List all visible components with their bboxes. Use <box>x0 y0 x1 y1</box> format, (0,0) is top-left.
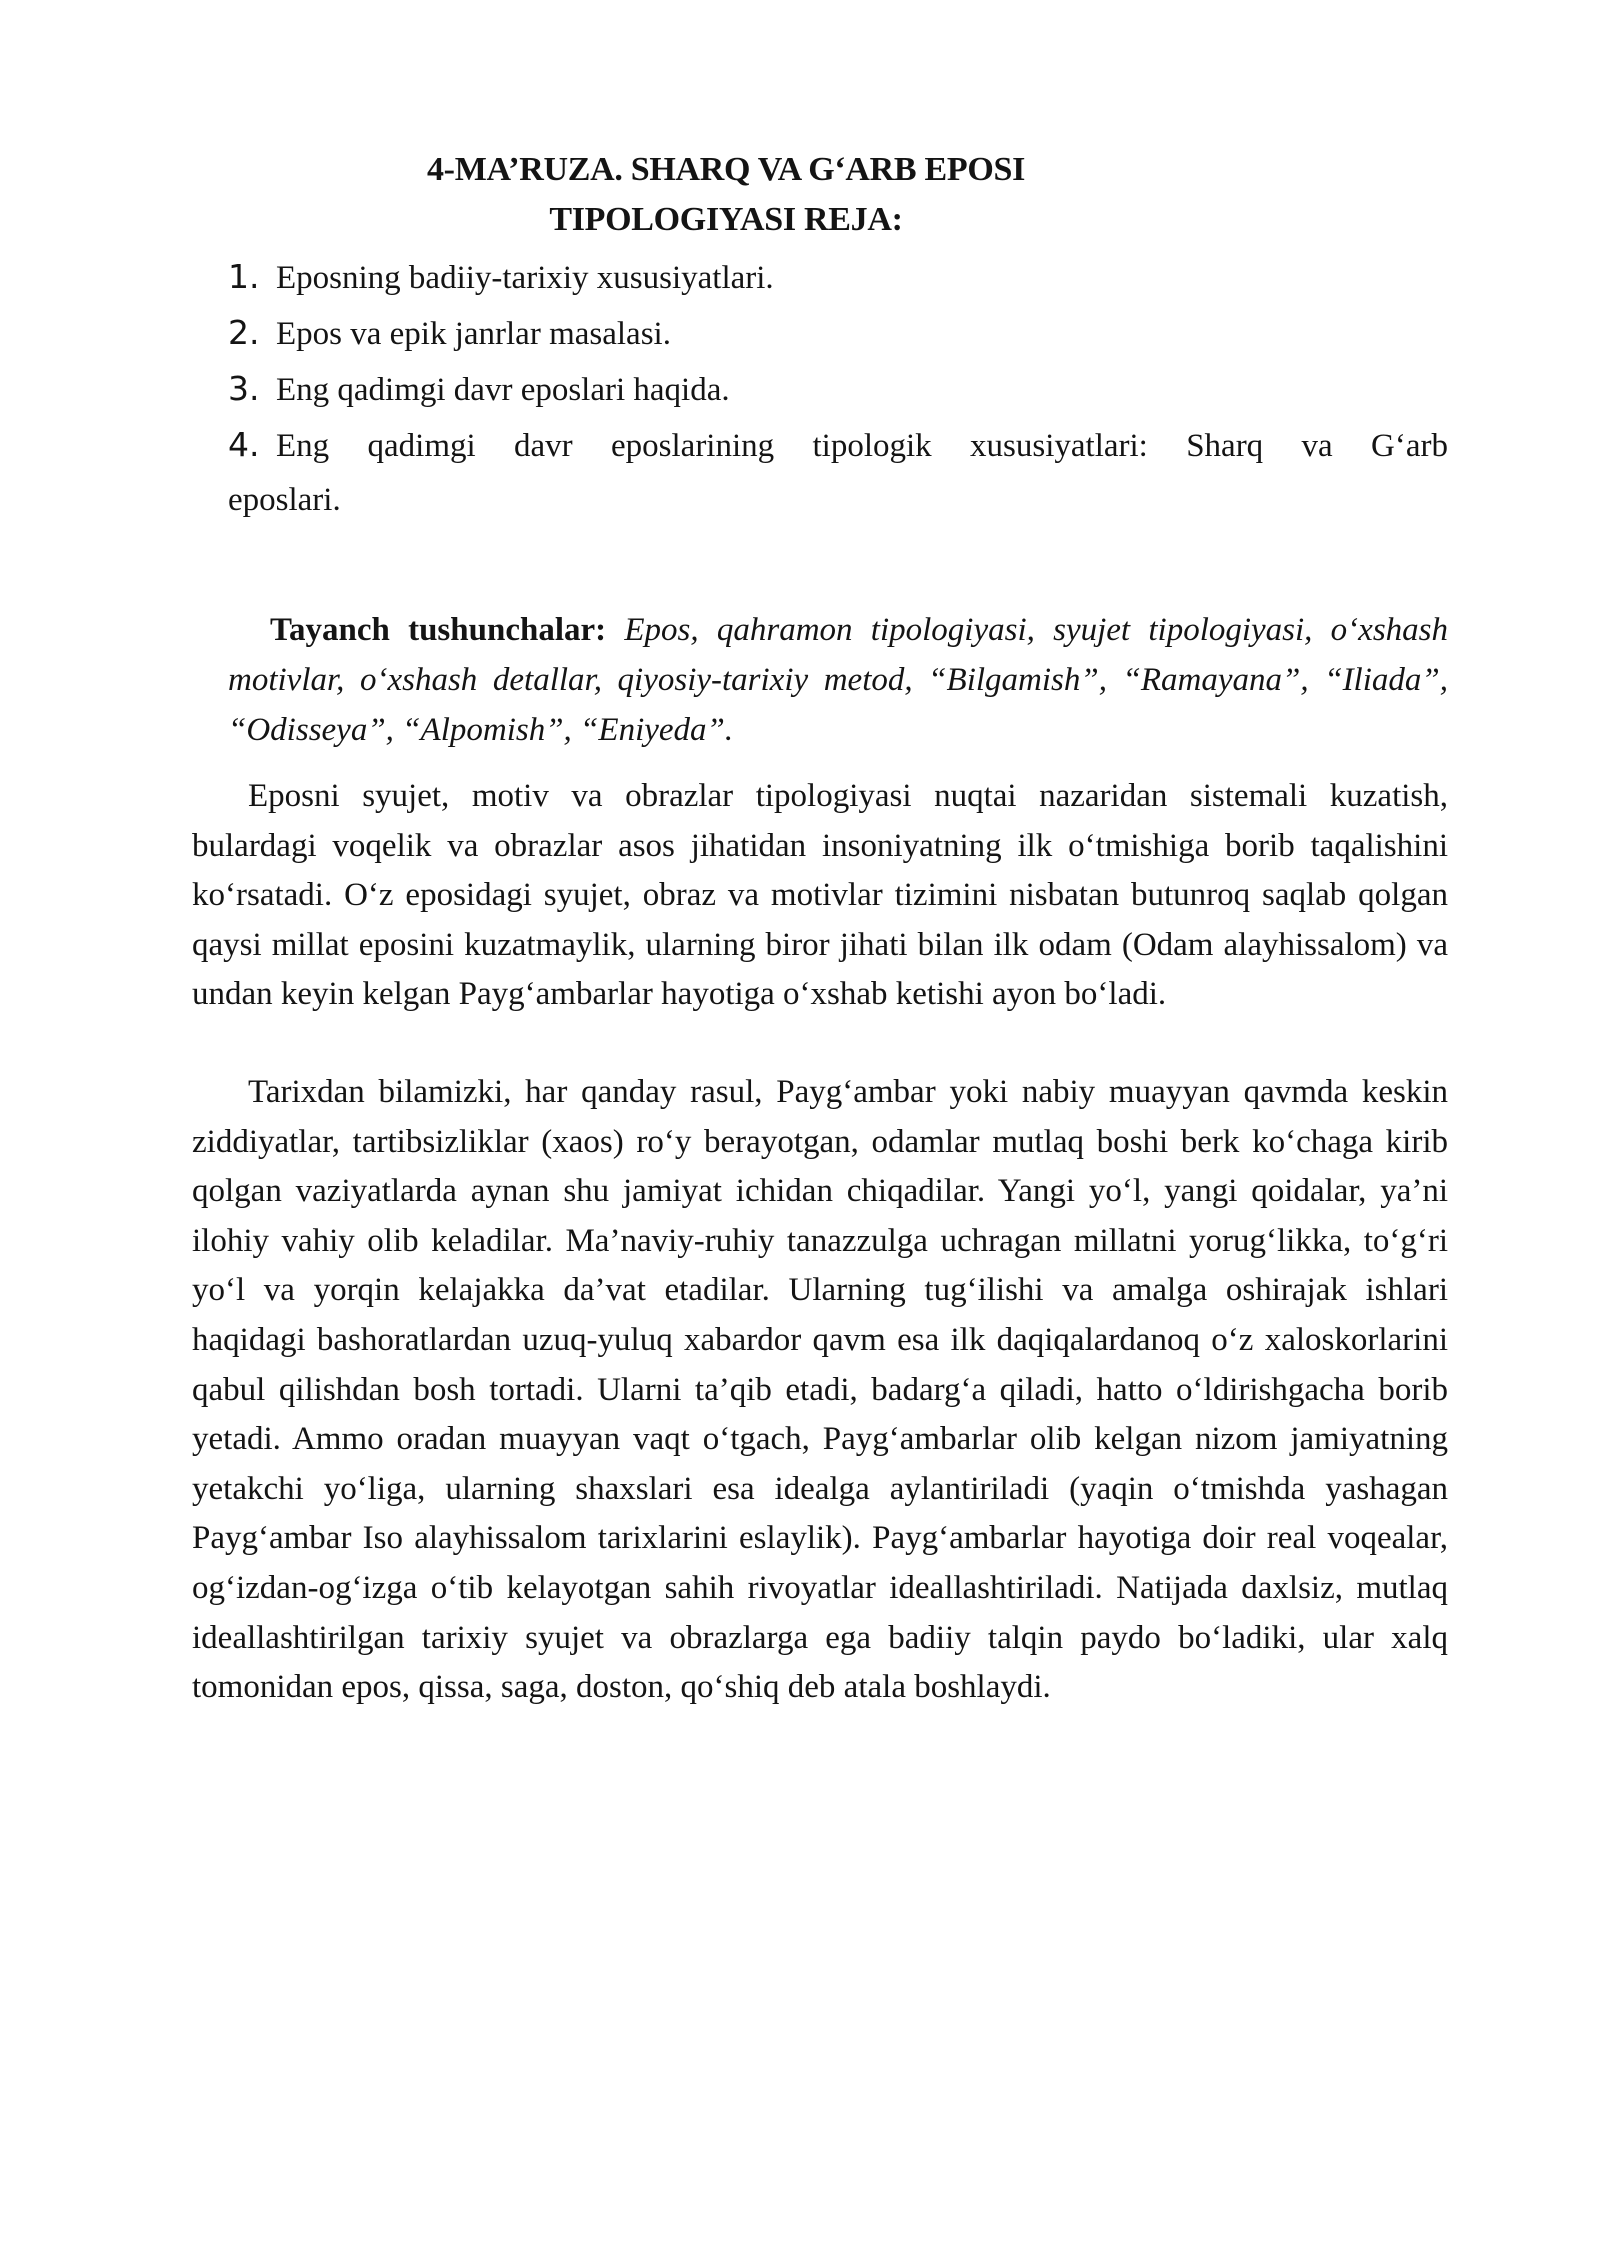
lecture-title: 4-MA’RUZA. SHARQ VA G‘ARB EPOSI <box>426 151 1026 188</box>
plan-item <box>228 364 1448 420</box>
plan-item-continuation: eposlari. <box>228 482 341 518</box>
body-paragraph: Eposni syujet, motiv va obrazlar tipologiyasi nuqtai nazaridan sistemali kuzatish, bulardagi voqelik va obrazlar asos jihatidan insoniyatning ilk o‘tmishiga borib taqalishini ko‘rsatadi. O‘z eposidagi syujet, obraz va motivlar tizimini nisbatan butunroq saqlab qolgan qaysi millat eposini kuzatmaylik, ularning biror jihati bilan ilk odam (Odam alayhissalom) va undan keyin kelgan Payg‘ambarlar hayotiga o‘xshab ketishi ayon bo‘ladi. <box>192 778 1448 1013</box>
lecture-subtitle: TIPOLOGIYASI REJA: <box>549 201 903 238</box>
key-terms-label: Tayanch tushunchalar: <box>270 612 607 648</box>
plan-item <box>228 420 1448 471</box>
plan-item-text: Eng qadimgi davr eposlari haqida. <box>276 372 730 408</box>
plan-item-text: Eposning badiiy-tarixiy xususiyatlari. <box>276 260 774 296</box>
plan-item-number: 3. <box>228 369 260 408</box>
key-terms <box>228 605 1448 755</box>
plan-item-number: 4. <box>228 425 260 464</box>
plan-item-text: Epos va epik janrlar masalasi. <box>276 316 671 352</box>
key-terms-list: Epos, qahramon tipologiyasi, syujet tipologiyasi, o‘xshash motivlar, o‘xshash detallar, qiyosiy-tarixiy metod, “Bilgamish”, “Ramayana”, “Iliada”, “Odisseya”, “Alpomish”, “Eniyeda”. <box>228 612 1448 748</box>
plan-item-number: 2. <box>228 313 260 352</box>
plan-item-text: Eng qadimgi davr eposlarining tipologik xususiyatlari: Sharq va G‘arb <box>276 428 1448 464</box>
body-paragraph: Tarixdan bilamizki, har qanday rasul, Payg‘ambar yoki nabiy muayyan qavmda keskin ziddiyatlar, tartibsizliklar (xaos) ro‘y berayotgan, odamlar mutlaq boshi berk ko‘chaga kirib qolgan vaziyatlarda aynan shu jamiyat ichidan chiqadilar. Yangi yo‘l, yangi qoidalar, ya’ni ilohiy vahiy olib keladilar. Ma’naviy-ruhiy tanazzulga uchragan millatni yorug‘likka, to‘g‘ri yo‘l va yorqin kelajakka da’vat etadilar. Ularning tug‘ilishi va amalga oshirajak ishlari haqidagi bashoratlardan uzuq-yuluq xabardor qavm esa ilk daqiqalardanoq o‘z xaloskorlarini qabul qilishdan bosh tortadi. Ularni ta’qib etadi, badarg‘a qiladi, hatto o‘ldirishgacha borib yetadi. Ammo oradan muayyan vaqt o‘tgach, Payg‘ambarlar olib kelgan nizom jamiyatning yetakchi yo‘liga, ularning shaxslari esa idealga aylantiriladi (yaqin o‘tmishda yashagan Payg‘ambar Iso alayhissalom tarixlarini eslaylik). Payg‘ambarlar hayotiga doir real voqealar, og‘izdan-og‘izga o‘tib kelayotgan sahih rivoyatlar ideallashtiriladi. Natijada daxlsiz, mutlaq ideallashtirilgan tarixiy syujet va obrazlarga ega badiiy talqin paydo bo‘ladiki, ular xalq tomonidan epos, qissa, saga, doston, qo‘shiq deb atala boshlaydi. <box>192 1074 1448 1706</box>
plan-item <box>228 252 1448 308</box>
plan-item <box>228 308 1448 364</box>
plan-list <box>228 252 1448 471</box>
plan-item-number: 1. <box>228 257 260 296</box>
